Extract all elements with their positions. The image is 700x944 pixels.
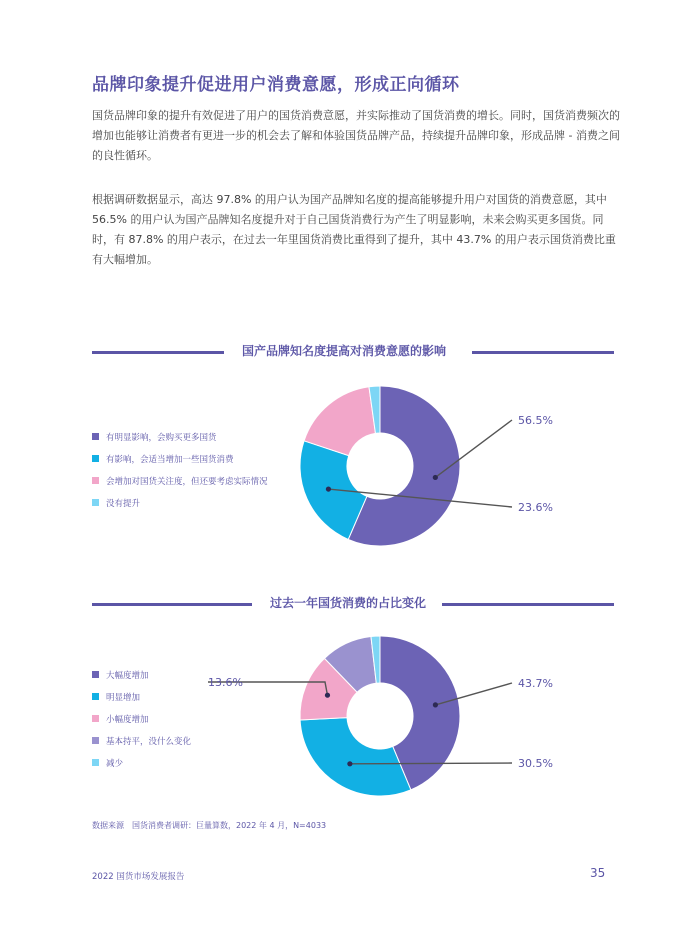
legend-label: 会增加对国货关注度，但还要考虑实际情况 — [106, 477, 268, 487]
report-name: 2022 国货市场发展报告 — [92, 872, 185, 882]
leader-dot — [433, 702, 438, 707]
legend-label: 基本持平，没什么变化 — [106, 737, 192, 747]
leader-dot — [347, 761, 352, 766]
legend-label: 有影响，会适当增加一些国货消费 — [106, 455, 234, 465]
data-label: 23.6% — [518, 501, 553, 514]
page-number: 35 — [590, 866, 606, 880]
leader-dot — [433, 475, 438, 480]
legend-label: 大幅度增加 — [106, 671, 149, 681]
legend-label: 明显增加 — [106, 693, 141, 703]
leader-dot — [325, 693, 330, 698]
data-source: 数据来源 国货消费者调研：巨量算数，2022 年 4 月，N=4033 — [92, 821, 327, 830]
legend-label: 小幅度增加 — [106, 715, 149, 725]
leader-dot — [326, 486, 331, 491]
legend-label: 有明显影响，会购买更多国货 — [106, 433, 217, 443]
leader-line — [350, 763, 512, 764]
legend-label: 没有提升 — [106, 499, 141, 509]
chart2-title: 过去一年国货消费的占比变化 — [270, 596, 427, 610]
intro-paragraph: 国货品牌印象的提升有效促进了用户的国货消费意愿，并实际推动了国货消费的增长。同时，国货消费频次的增加也能够让消费者有更进一步的机会去了解和体验国货品牌产品，持续提升品牌印象，形成品牌 - 消费之间的良性循环。 — [92, 109, 620, 162]
survey-paragraph: 根据调研数据显示，高达 97.8% 的用户认为国产品牌知名度的提高能够提升用户对国货的消费意愿，其中 56.5% 的用户认为国产品牌知名度提升对于自己国货消费行为产生了明显影响，未来会购买更多国货。同时，有 87.8% 的用户表示，在过去一年里国货消费比重得到了提升，其中 43.7% 的用户表示国货消费比重有大幅增加。 — [92, 193, 616, 266]
chart1-title: 国产品牌知名度提高对消费意愿的影响 — [242, 344, 447, 358]
data-label: 13.6% — [208, 676, 243, 689]
legend-label: 减少 — [106, 759, 124, 769]
data-label: 56.5% — [518, 414, 553, 427]
data-label: 30.5% — [518, 757, 553, 770]
data-label: 43.7% — [518, 677, 553, 690]
page-title: 品牌印象提升促进用户消费意愿，形成正向循环 — [92, 75, 460, 95]
donut-slice — [300, 718, 411, 796]
